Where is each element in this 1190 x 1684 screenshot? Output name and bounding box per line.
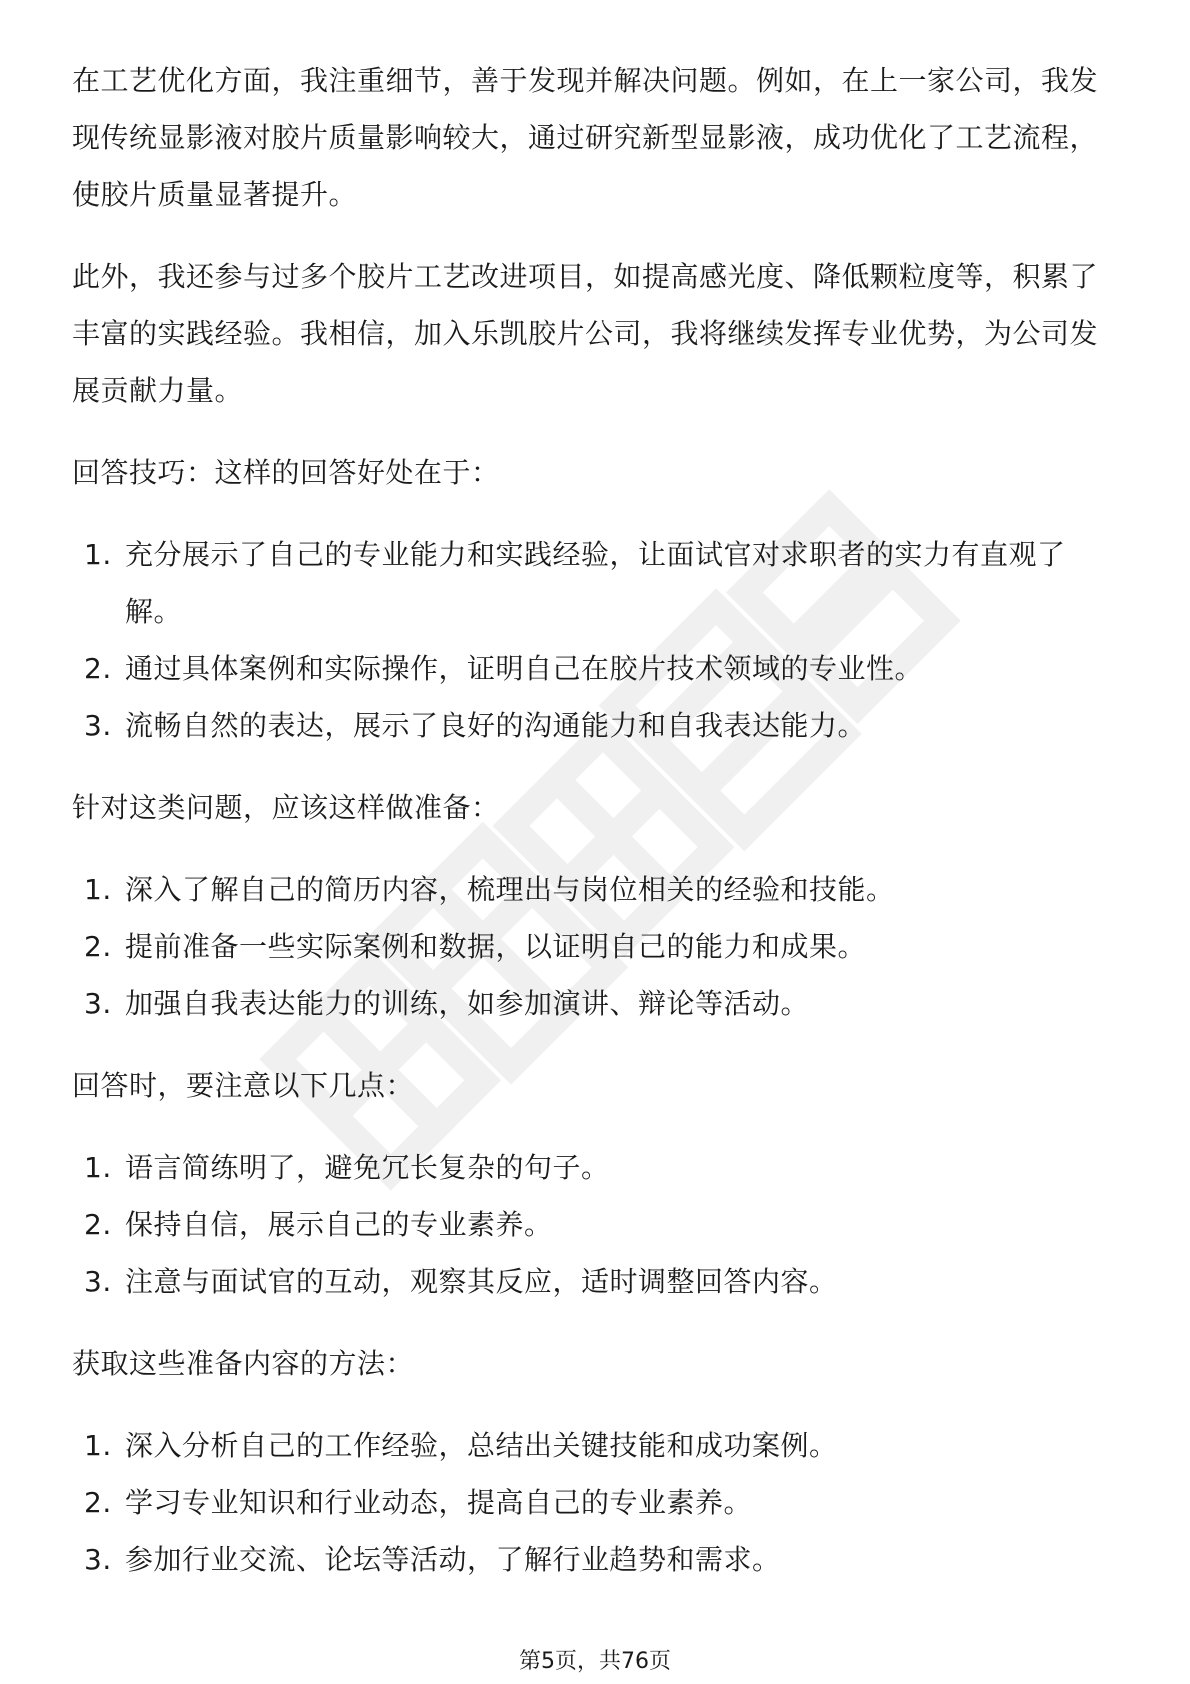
- section-methods: [72, 1335, 1122, 1588]
- section-heading: 针对这类问题，应该这样做准备：: [72, 791, 500, 824]
- list-number: 1.: [84, 1151, 112, 1184]
- list-number: 2.: [84, 1208, 112, 1241]
- list-text: 充分展示了自己的专业能力和实践经验，让面试官对求职者的实力有直观了解。: [125, 538, 1066, 628]
- list-item: [72, 640, 1122, 697]
- experience-paragraph: 此外，我还参与过多个胶片工艺改进项目，如提高感光度、降低颗粒度等，积累了丰富的实践经验。我相信，加入乐凯胶片公司，我将继续发挥专业优势，为公司发展贡献力量。: [72, 260, 1099, 407]
- section-heading: 回答时，要注意以下几点：: [72, 1069, 415, 1102]
- section-heading: 获取这些准备内容的方法：: [72, 1347, 415, 1380]
- list-text: 注意与面试官的互动，观察其反应，适时调整回答内容。: [125, 1265, 838, 1298]
- list-text: 学习专业知识和行业动态，提高自己的专业素养。: [125, 1486, 753, 1519]
- list-text: 流畅自然的表达，展示了良好的沟通能力和自我表达能力。: [125, 709, 867, 742]
- list-text: 深入分析自己的工作经验，总结出关键技能和成功案例。: [125, 1429, 838, 1462]
- list-number: 2.: [84, 1486, 112, 1519]
- list-item: [72, 1474, 1122, 1531]
- list-item: [72, 1196, 1122, 1253]
- document-body: [72, 52, 1122, 1613]
- section-heading: 回答技巧：这样的回答好处在于：: [72, 456, 500, 489]
- list-item: [72, 1531, 1122, 1588]
- list-item: [72, 1253, 1122, 1310]
- list-number: 2.: [84, 930, 112, 963]
- list-number: 1.: [84, 873, 112, 906]
- list-item: [72, 918, 1122, 975]
- list-item: [72, 697, 1122, 754]
- page-number-footer: 第5页，共76页: [519, 1649, 671, 1674]
- list-number: 3.: [84, 987, 112, 1020]
- list-item: [72, 1139, 1122, 1196]
- section-answer-tips: [72, 444, 1122, 754]
- numbered-list: [72, 526, 1122, 754]
- section-preparation: [72, 779, 1122, 1032]
- list-number: 2.: [84, 652, 112, 685]
- numbered-list: [72, 1139, 1122, 1310]
- list-item: [72, 975, 1122, 1032]
- list-text: 语言简练明了，避免冗长复杂的句子。: [125, 1151, 610, 1184]
- section-answer-notes: [72, 1057, 1122, 1310]
- list-text: 参加行业交流、论坛等活动，了解行业趋势和需求。: [125, 1543, 781, 1576]
- list-number: 3.: [84, 1543, 112, 1576]
- list-text: 加强自我表达能力的训练，如参加演讲、辩论等活动。: [125, 987, 810, 1020]
- list-item: [72, 526, 1122, 640]
- list-text: 提前准备一些实际案例和数据，以证明自己的能力和成果。: [125, 930, 867, 963]
- list-number: 1.: [84, 538, 112, 571]
- list-item: [72, 1417, 1122, 1474]
- numbered-list: [72, 861, 1122, 1032]
- intro-paragraph: 在工艺优化方面，我注重细节，善于发现并解决问题。例如，在上一家公司，我发现传统显影液对胶片质量影响较大，通过研究新型显影液，成功优化了工艺流程，使胶片质量显著提升。: [72, 64, 1099, 211]
- list-item: [72, 861, 1122, 918]
- list-text: 深入了解自己的简历内容，梳理出与岗位相关的经验和技能。: [125, 873, 895, 906]
- list-number: 3.: [84, 709, 112, 742]
- list-number: 3.: [84, 1265, 112, 1298]
- numbered-list: [72, 1417, 1122, 1588]
- list-text: 通过具体案例和实际操作，证明自己在胶片技术领域的专业性。: [125, 652, 924, 685]
- list-text: 保持自信，展示自己的专业素养。: [125, 1208, 553, 1241]
- list-number: 1.: [84, 1429, 112, 1462]
